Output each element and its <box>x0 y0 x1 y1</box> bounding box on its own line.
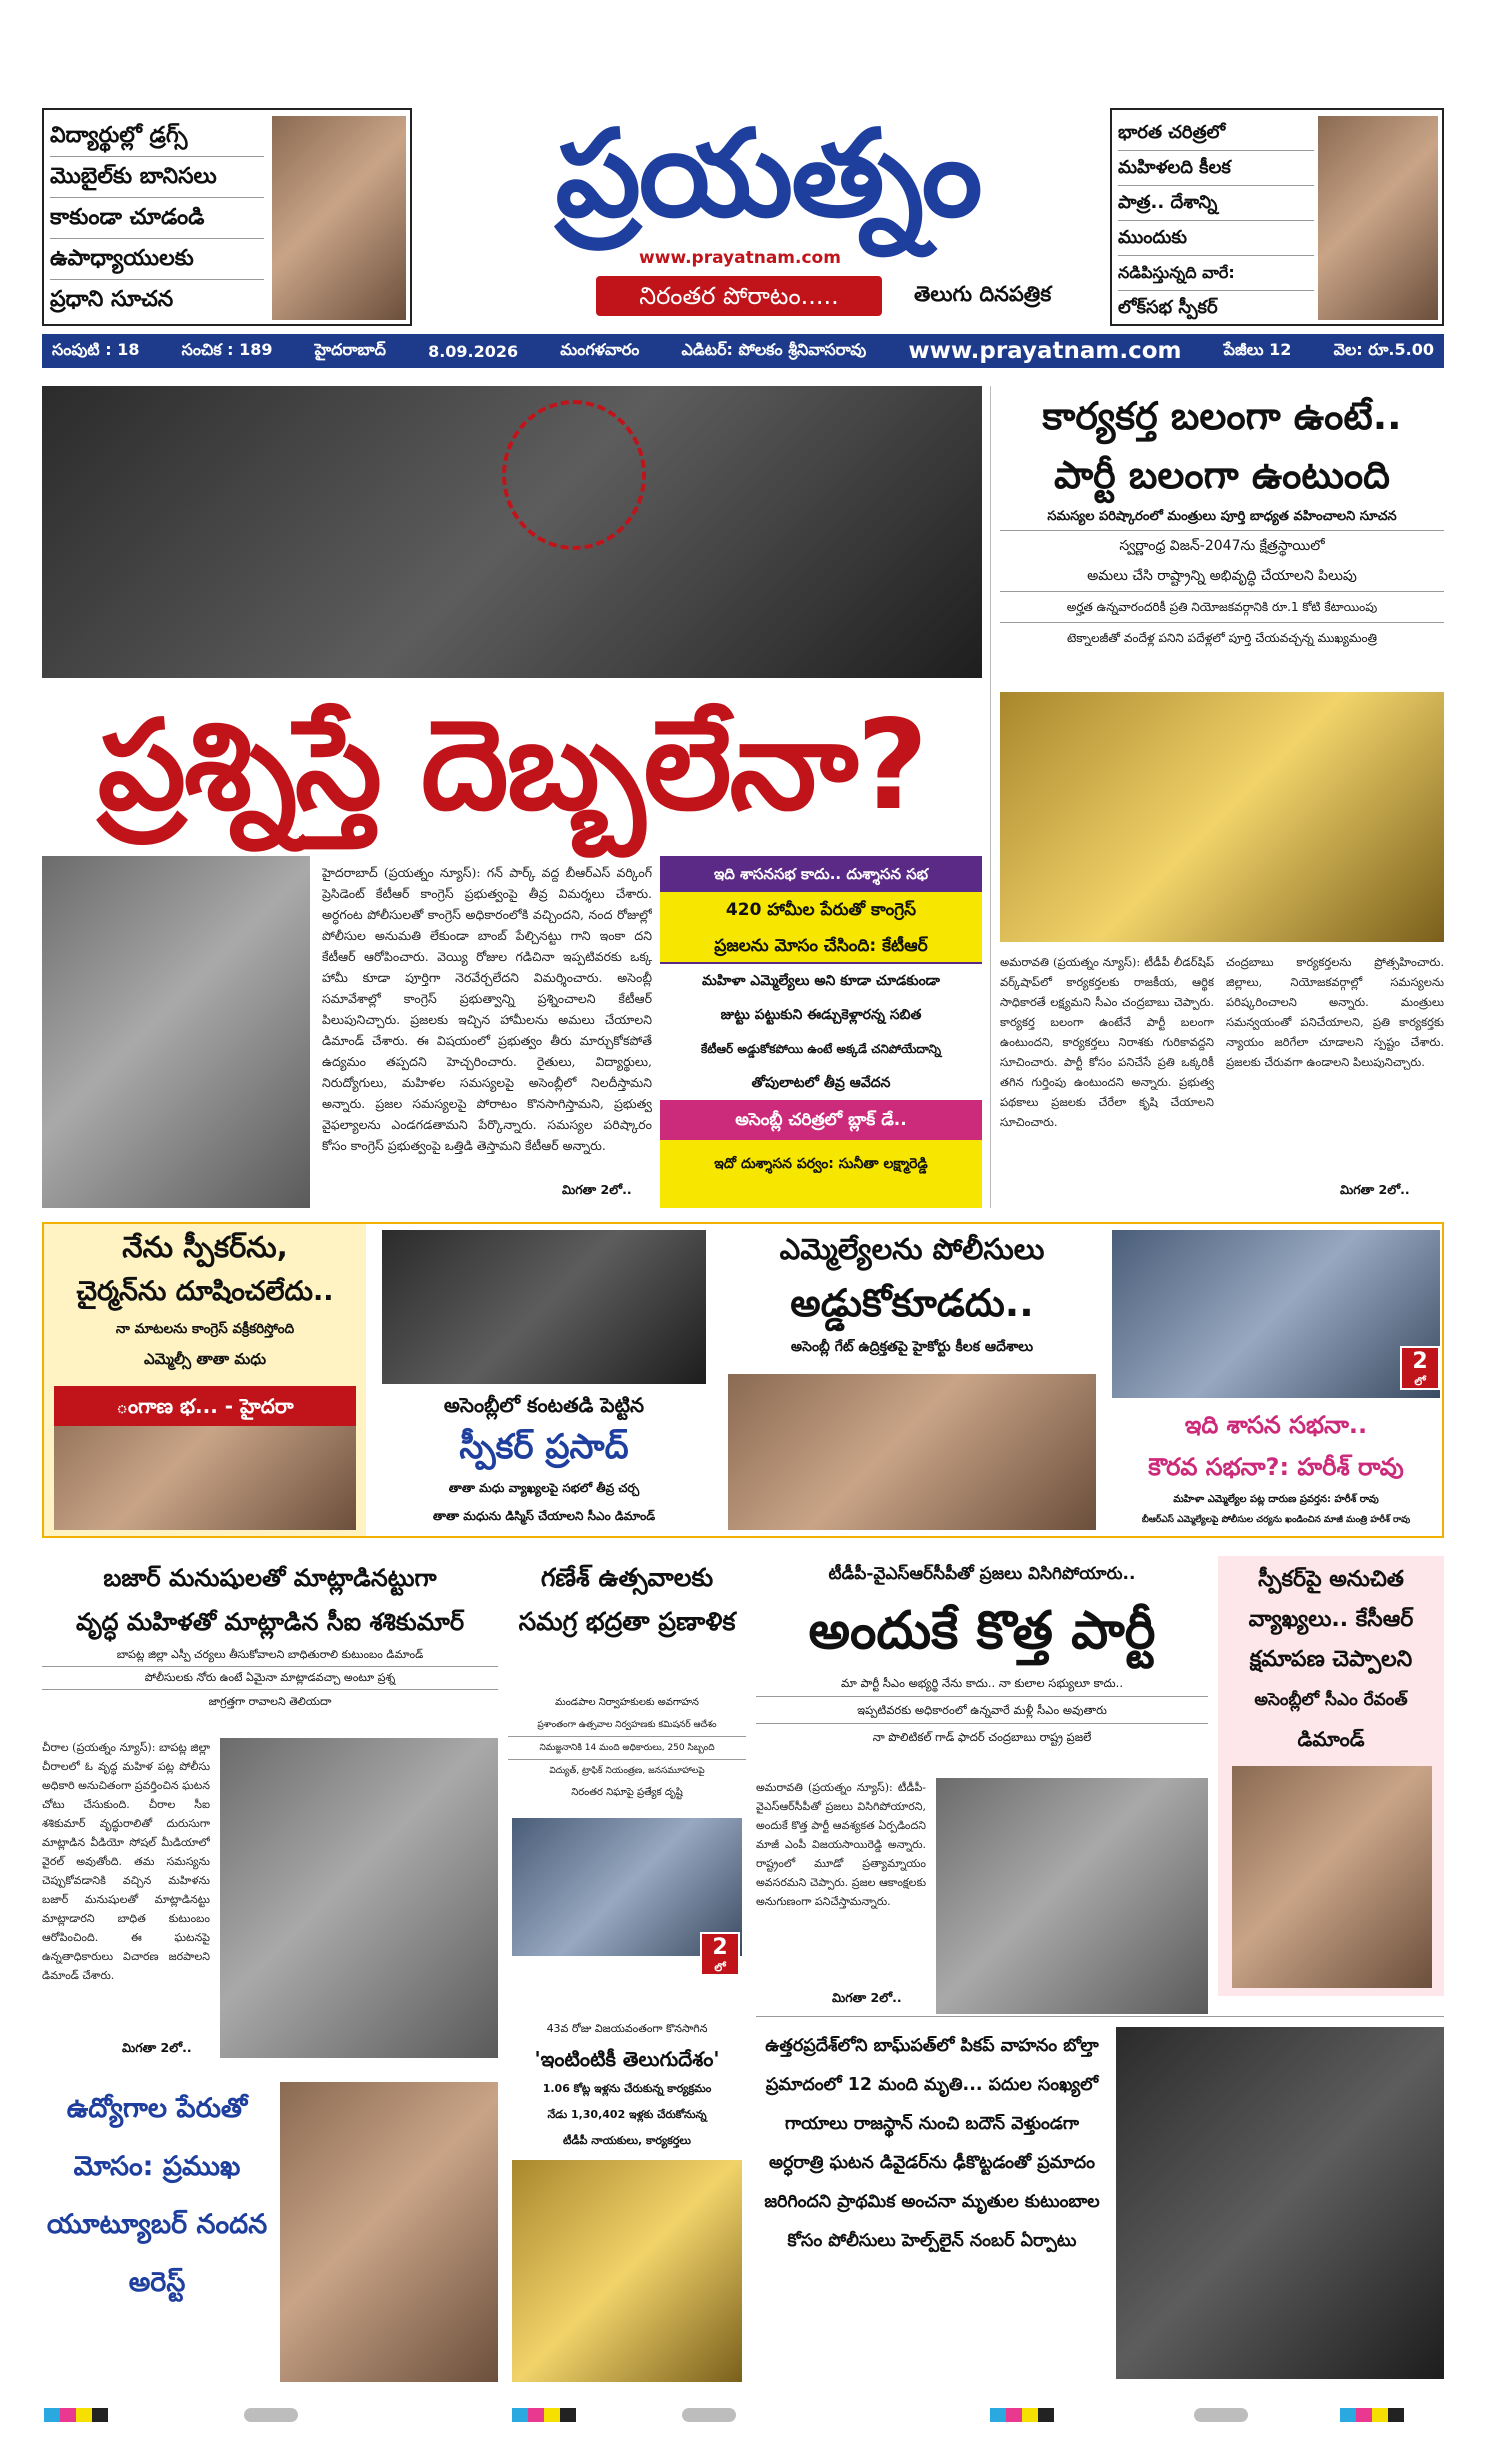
paper-subtitle: తెలుగు దినపత్రిక <box>914 282 1052 306</box>
new-party-kicker: టీడీపీ-వైఎస్‌ఆర్‌సీపీతో ప్రజలు విసిగిపోయారు.. <box>828 1564 1136 1584</box>
issue: సంచిక : 189 <box>181 339 273 359</box>
badge-number: 2 <box>1412 1349 1428 1374</box>
news-band <box>42 1222 1444 1538</box>
city: హైదరాబాద్ <box>314 339 386 359</box>
new-party-deck-1: మా పార్టీ సీఎం అభ్యర్థి నేను కాదు.. నా కులాల సభ్యులూ కాదు.. <box>756 1670 1208 1697</box>
masthead-website[interactable]: www.prayatnam.com <box>639 248 841 268</box>
sidebar-item: అసెంబ్లీ చరిత్రలో బ్లాక్ డే.. <box>660 1100 982 1140</box>
registration-mark <box>512 2408 576 2422</box>
right-sub-1: స్వర్ణాంధ్ర విజన్-2047ను క్షేత్రస్థాయిలో <box>1119 538 1325 554</box>
minister-photo <box>512 2160 742 2382</box>
lead-story[interactable] <box>42 386 982 1208</box>
band4-line1: ఇది శాసన సభనా.. <box>1184 1411 1368 1439</box>
ganesh-sub-3: నిమజ్జనానికి 14 మంది అధికారులు, 250 సిబ్బంది <box>508 1737 746 1760</box>
page-2-badge[interactable] <box>700 1932 740 1976</box>
new-party-continued[interactable]: మిగతా 2లో.. <box>832 1990 902 2005</box>
band2-line3: తాతా మధు వ్యాఖ్యలపై సభలో తీవ్ర చర్చ <box>448 1481 640 1495</box>
nandana-photo <box>280 2082 498 2382</box>
kcr-headline-4[interactable]: అసెంబ్లీలో సీఎం రేవంత్ <box>1254 1690 1408 1710</box>
ganesh-sub-1: మండపాల నిర్వాహకులకు అవగాహన <box>555 1697 699 1708</box>
band2-line1: అసెంబ్లీలో కంటతడి పెట్టిన <box>443 1393 645 1417</box>
tagline: నిరంతర పోరాటం..... <box>596 276 882 316</box>
new-party-headline[interactable]: అందుకే కొత్త పార్టీ <box>808 1601 1156 1661</box>
speaker-photo <box>1318 116 1438 320</box>
right-headline-1[interactable]: కార్యకర్త బలంగా ఉంటే.. <box>1042 394 1402 438</box>
right-teaser-line: పాత్ర.. దేశాన్ని <box>1118 186 1314 221</box>
accident-story[interactable] <box>756 2016 1444 2386</box>
band-item-4[interactable] <box>1108 1224 1444 1536</box>
right-teaser-line: ముందుకు <box>1118 221 1314 256</box>
kcr-headline-2[interactable]: వ్యాఖ్యలు.. కేసీఆర్ <box>1248 1607 1414 1632</box>
ci-deck-2: పోలీసులకు నోరు ఉంటే ఏమైనా మాట్లాడవచ్చా అంటూ ప్రశ్న <box>42 1667 498 1690</box>
accident-text[interactable]: ఉత్తరప్రదేశ్‌లోని బాఘ్‌పత్‌లో పికప్ వాహనం బోల్తా ప్రమాదంలో 12 మంది మృతి... పదుల సంఖ్యలో గాయాలు రాజస్థాన్ నుంచి బదౌన్ వెళ్తుండగా అర్ధరాత్రి ఘటన డివైడర్‌ను ఢీకొట్టడంతో ప్రమాదం జరిగిందని ప్రాథమిక అంచనా మృతుల కుటుంబాల కోసం పోలీసులు హెల్ప్‌లైన్ నంబర్ ఏర్పాటు <box>764 2036 1100 2251</box>
tdp-story[interactable] <box>508 2016 746 2386</box>
sidebar-item: 420 హామీల పేరుతో కాంగ్రెస్ <box>725 900 917 920</box>
date: 8.09.2026 <box>428 341 519 361</box>
sidebar-item: కేటీఆర్ అడ్డుకోకపోయి ఉంటే అక్కడే చనిపోయేదాన్ని <box>660 1032 982 1066</box>
registration-mark <box>990 2408 1054 2422</box>
strip-website[interactable]: www.prayatnam.com <box>908 338 1182 364</box>
registration-mark <box>1340 2408 1404 2422</box>
ganesh-headline[interactable]: గణేశ్ ఉత్సవాలకు సమగ్ర భద్రతా ప్రణాళిక <box>518 1563 736 1636</box>
band1-line1: నేను స్పీకర్‌ను, <box>122 1230 288 1264</box>
badge-suffix: లో <box>1414 1375 1426 1388</box>
right-body-left: అమరావతి (ప్రయత్నం న్యూస్): టీడీపీ లీడర్‌షిప్ వర్క్‌షాప్‌లో కార్యకర్తలకు రాజకీయ, ఆర్థిక సాధికారతే లక్ష్యమని సీఎం చంద్రబాబు చెప్పారు. కార్యకర్త బలంగా ఉంటేనే పార్టీ బలంగా ఉంటుందని, కార్యకర్తలు నిరాశకు గురికావద్దని సూచించారు. పార్టీ కోసం పనిచేసే ప్రతి ఒక్కరికీ తగిన గుర్తింపు ఉంటుందని అన్నారు. ప్రభుత్వ పథకాలు ప్రజలకు చేరేలా కృషి చేయాలని సూచించారు. <box>1000 955 1214 1129</box>
registration-bar <box>682 2408 736 2422</box>
left-teaser-line: విద్యార్థుల్లో డ్రగ్స్ <box>50 116 264 157</box>
cm-event-photo <box>1000 692 1444 942</box>
band1-line4: ఎమ్మెల్సీ తాతా మధు <box>143 1350 267 1368</box>
registration-mark <box>44 2408 108 2422</box>
revanth-photo <box>1232 1766 1432 1988</box>
right-sub-2: అమలు చేసి రాష్ట్రాన్ని అభివృద్ధి చేయాలని పిలుపు <box>1000 561 1444 592</box>
left-teaser-line: మొబైల్‌కు బానిసలు <box>50 157 264 198</box>
page-2-badge[interactable] <box>1400 1346 1440 1390</box>
right-story[interactable] <box>1000 386 1444 1208</box>
lead-body: హైదరాబాద్ (ప్రయత్నం న్యూస్): గన్ పార్క్ వద్ద బీఆర్ఎస్ వర్కింగ్ ప్రెసిడెంట్ కేటీఆర్ కాంగ్రెస్ ప్రభుత్వంపై తీవ్ర విమర్శలు చేశారు. అర్ధగంట పోలీసులతో కాంగ్రెస్ అధికారంలోకి వచ్చిందని, నంద రోజుల్లో పోలీసుల అనుమతి లేకుండా బాంబ్ పేల్చినట్టు గాని ఇంకా దని కేటీఆర్ ఆరోపించారు. వెయ్యి రోజుల గడిచినా ఇప్పటివరకు ఒక్క హామీ కూడా పూర్తిగా నెరవేర్చలేదని విమర్శించారు. అసెంబ్లీ సమావేశాల్లో కాంగ్రెస్ ప్రభుత్వాన్ని ప్రశ్నించాలని కేటీఆర్ పిలుపునిచ్చారు. ప్రజలకు ఇచ్చిన హామీలను అమలు చేయాలని డిమాండ్ చేశారు. ఈ విషయంలో ప్రభుత్వం తీరు మార్చుకోకపోతే ఉద్యమం తప్పదని హెచ్చరించారు. రైతులు, విద్యార్థులు, నిరుద్యోగులు, మహిళల సమస్యలపై అసెంబ్లీలో నిలదీస్తామని అన్నారు. ప్రజల సమస్యలపై పోరాటం కొనసాగిస్తామని, ప్రభుత్వ వైఫల్యాలను ఎండగడతామని పేర్కొన్నారు. సమస్యల పరిష్కారం కోసం కాంగ్రెస్ ప్రభుత్వంపై ఒత్తిడి తెస్తామని కేటీఆర్ అన్నారు. <box>322 865 652 1153</box>
band3-line1: ఎమ్మెల్యేలను పోలీసులు <box>779 1232 1045 1266</box>
pm-photo <box>272 116 406 320</box>
right-continued[interactable]: మిగతా 2లో.. <box>1340 1182 1410 1197</box>
volume: సంపుటి : 18 <box>52 339 140 359</box>
ganesh-sub-4: విద్యుత్, ట్రాఫిక్ నియంత్రణ, జనసమూహాలపై <box>549 1766 705 1776</box>
band2-line2: స్పీకర్ ప్రసాద్ <box>459 1427 629 1467</box>
right-body-right: చంద్రబాబు కార్యకర్తలను ప్రోత్సహించారు. జిల్లాలు, నియోజకవర్గాల్లో సమస్యలను పరిష్కరించాలని అన్నారు. మంత్రులు సమన్వయంతో పనిచేయాలని, ప్రతి కార్యకర్తకు న్యాయం జరిగేలా చూడాలని స్పష్టం చేశారు. ప్రజలకు చేరువగా ఉండాలని పిలుపునిచ్చారు. <box>1226 955 1444 1069</box>
tdp-line-2[interactable]: 'ఇంటింటికీ తెలుగుదేశం' <box>534 2047 720 2071</box>
protest-photo <box>1112 1230 1440 1398</box>
ci-continued[interactable]: మిగతా 2లో.. <box>122 2040 192 2055</box>
ci-headline-2[interactable]: వృద్ధ మహిళతో మాట్లాడిన సీఐ శశికుమార్ <box>75 1608 465 1636</box>
new-party-story[interactable] <box>756 1556 1208 2016</box>
speaker-prasad-photo <box>382 1230 706 1384</box>
ganesh-sub-2: ప్రశాంతంగా ఉత్సవాల నిర్వహణకు కమిషనర్ ఆదేశం <box>508 1714 746 1737</box>
new-party-body: అమరావతి (ప్రయత్నం న్యూస్): టీడీపీ-వైఎస్‌ఆర్‌సీపీతో ప్రజలు విసిగిపోయారని, అందుకే కొత్త పార్టీ ఆవశ్యకత ఏర్పడిందని మాజీ ఎంపీ విజయసాయిరెడ్డి అన్నారు. రాష్ట్రంలో మూడో ప్రత్యామ్నాయం అవసరమని చెప్పారు. ప్రజల ఆకాంక్షలకు అనుగుణంగా పనిచేస్తామన్నారు. <box>756 1781 926 1908</box>
lead-photo-bottom <box>42 856 310 1208</box>
sidebar-item: మహిళా ఎమ్మెల్యేలు అని కూడా చూడకుండా <box>660 964 982 998</box>
right-headline-2[interactable]: పార్టీ బలంగా ఉంటుంది <box>1053 453 1391 497</box>
right-teaser-box[interactable] <box>1110 108 1444 326</box>
band4-line2: కౌరవ సభనా?: హరీశ్ రావు <box>1148 1453 1404 1481</box>
band-item-2[interactable] <box>374 1224 714 1536</box>
band-item-1[interactable] <box>44 1224 366 1536</box>
ci-video-photo <box>220 1738 498 2058</box>
kcr-headline-3[interactable]: క్షమాపణ చెప్పాలని <box>1249 1647 1413 1672</box>
right-sub-4: టెక్నాలజీతో వందేళ్ల పనిని పదేళ్లలో పూర్తి చేయవచ్చన్న ముఖ్యమంత్రి <box>1066 631 1378 645</box>
lead-photo-top <box>42 386 982 686</box>
lead-headline[interactable]: ప్రశ్నిస్తే దెబ్బలేనా? <box>42 678 982 854</box>
band1-line2: చైర్మన్‌ను దూషించలేదు.. <box>76 1276 334 1307</box>
highlight-circle <box>502 400 646 550</box>
new-party-deck-3: నా పొలిటికల్ గాడ్ ఫాదర్ చంద్రబాబు రాష్ట్ర ప్రజలే <box>872 1730 1092 1744</box>
info-strip <box>42 334 1444 368</box>
youtuber-story[interactable] <box>42 2080 498 2386</box>
registration-bar <box>1194 2408 1248 2422</box>
sidebar-item: ఇది శాసనసభ కాదు.. దుశ్శాసన సభ <box>660 856 982 892</box>
sidebar-item: ప్రజలను మోసం చేసింది: కేటీఆర్ <box>660 928 982 964</box>
tdp-line-1: 43వ రోజు విజయవంతంగా కొనసాగిన <box>546 2022 708 2035</box>
kcr-story[interactable] <box>1218 1556 1444 1996</box>
band2-line4: తాతా మధును డిస్మిస్ చేయాలని సీఎం డిమాండ్ <box>432 1509 656 1523</box>
kcr-headline-5[interactable]: డిమాండ్ <box>1297 1727 1365 1751</box>
tdp-line-5: టీడీపీ నాయకులు, కార్యకర్తలు <box>563 2134 691 2147</box>
right-deck: సమస్యల పరిష్కారంలో మంత్రులు పూర్తి బాధ్యత వహించాలని సూచన <box>1000 504 1444 531</box>
band4-line4: బీఆర్ఎస్ ఎమ్మెల్యేలపై పోలీసుల చర్యను ఖండించిన మాజీ మంత్రి హరీశ్ రావు <box>1141 1515 1411 1525</box>
ganesh-sub-5: నిరంతర నిఘాపై ప్రత్యేక దృష్టి <box>571 1787 683 1798</box>
high-court-photo <box>728 1374 1096 1530</box>
ci-deck-3: జాగ్రత్తగా రావాలని తెలియదా <box>208 1695 332 1708</box>
left-teaser-line: కాకుండా చూడండి <box>50 198 264 239</box>
day: మంగళవారం <box>560 339 640 359</box>
left-teaser-line: ఉపాధ్యాయులకు <box>50 239 264 280</box>
new-party-deck-2: ఇప్పటివరకు అధికారంలో ఉన్నవారే మళ్లీ సీఎం అవుతారు <box>756 1697 1208 1724</box>
band4-line3: మహిళా ఎమ్మెల్యేల పట్ల దారుణ ప్రవర్తన: హరీశ్ రావు <box>1173 1494 1379 1505</box>
vijayasai-photo <box>936 1778 1208 2014</box>
youtuber-headline[interactable]: ఉద్యోగాల పేరుతో మోసం: ప్రముఖ యూట్యూబర్ నందన అరెస్ట్ <box>46 2093 268 2298</box>
right-sub-3: అర్హత ఉన్నవారందరికీ ప్రతి నియోజకవర్గానికి రూ.1 కోటి కేటాయింపు <box>1000 592 1444 623</box>
band1-banner: ంగాణ భ... - హైదరా <box>54 1386 356 1426</box>
ganesh-story[interactable] <box>508 1556 746 2006</box>
left-teaser-box[interactable] <box>42 108 412 326</box>
right-teaser-line: మహిళలది కీలక <box>1118 151 1314 186</box>
price: వెల: రూ.5.00 <box>1333 339 1434 359</box>
band3-line3: అసెంబ్లీ గేట్ ఉద్రిక్తతపై హైకోర్టు కీలక ఆదేశాలు <box>790 1339 1034 1355</box>
accident-photo <box>1116 2027 1444 2379</box>
ci-story[interactable] <box>42 1556 498 2062</box>
lead-continued[interactable]: మిగతా 2లో.. <box>562 1182 632 1197</box>
band1-line3: నా మాటలను కాంగ్రెస్ వక్రీకరిస్తోంది <box>115 1321 295 1337</box>
registration-bar <box>244 2408 298 2422</box>
left-teaser-line: ప్రధాని సూచన <box>50 287 174 312</box>
logo[interactable]: ప్రయత్నం <box>555 105 981 244</box>
kcr-headline-1[interactable]: స్పీకర్‌పై అనుచిత <box>1258 1567 1404 1592</box>
tdp-line-3: 1.06 కోట్ల ఇళ్లను చేరుకున్న కార్యక్రమం <box>542 2082 712 2095</box>
sidebar-item: తోపులాటలో తీవ్ర ఆవేదన <box>660 1066 982 1100</box>
ci-deck-1: బాపట్ల జిల్లా ఎస్పీ చర్యలు తీసుకోవాలని బాధితురాలి కుటుంబం డిమాండ్ <box>42 1644 498 1667</box>
ci-headline-1[interactable]: బజార్ మనుషులతో మాట్లాడినట్టుగా <box>103 1564 437 1592</box>
sidebar-item: ఇదో దుశ్శాసన పర్వం: సునీతా లక్ష్మారెడ్డి <box>714 1156 928 1172</box>
pages: పేజీలు 12 <box>1223 339 1292 359</box>
lead-sidebar <box>660 856 982 1208</box>
badge-suffix: లో <box>714 1961 726 1974</box>
right-teaser-line: భారత చరిత్రలో <box>1118 116 1314 151</box>
ci-body: చీరాల (ప్రయత్నం న్యూస్): బాపట్ల జిల్లా చీరాలలో ఓ వృద్ధ మహిళ పట్ల పోలీసు అధికారి అనుచితంగా ప్రవర్తించిన ఘటన చోటు చేసుకుంది. చీరాల సీఐ శశికుమార్ వృద్ధురాలితో దురుసుగా మాట్లాడిన వీడియో సోషల్ మీడియాలో వైరల్ అవుతోంది. తమ సమస్యను చెప్పుకోవడానికి వచ్చిన మహిళను బజార్ మనుషులతో మాట్లాడినట్టు మాట్లాడారని బాధిత కుటుంబం ఆరోపించింది. ఈ ఘటనపై ఉన్నతాధికారులు విచారణ జరపాలని డిమాండ్ చేశారు. <box>42 1741 210 1982</box>
badge-number: 2 <box>712 1935 728 1960</box>
sidebar-item: జుట్టు పట్టుకుని ఈడ్చుకెళ్లారన్న సబిత <box>660 998 982 1032</box>
band-item-3[interactable] <box>722 1224 1102 1536</box>
tdp-line-4: నేడు 1,30,402 ఇళ్లకు చేరుకోనున్న <box>547 2108 707 2121</box>
column-divider <box>990 386 991 1208</box>
right-teaser-line: లోక్‌సభ స్పీకర్ <box>1118 297 1218 318</box>
tata-madhu-photo <box>54 1386 356 1530</box>
right-teaser-line: నడిపిస్తున్నది వారే: <box>1118 256 1314 291</box>
editor: ఎడిటర్: పోలకం శ్రీనివాసరావు <box>681 339 867 359</box>
band3-line2: అడ్డుకోకూడదు.. <box>790 1281 1034 1325</box>
